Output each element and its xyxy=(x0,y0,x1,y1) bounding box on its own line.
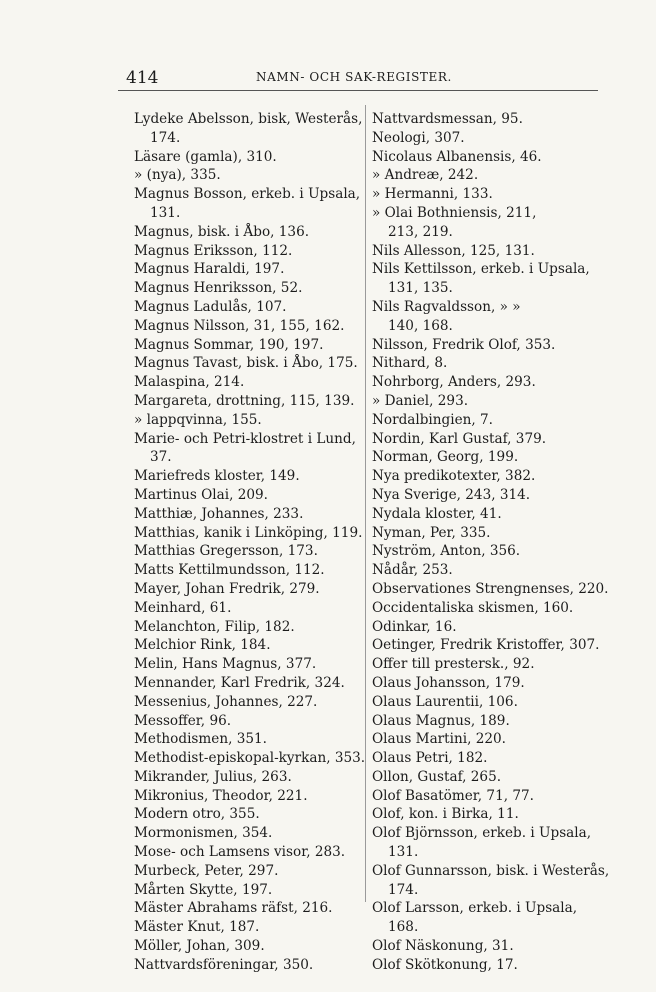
index-entry: Olof Larsson, erkeb. i Upsala, xyxy=(372,900,578,917)
index-entry: 131. xyxy=(150,204,181,221)
column-divider xyxy=(365,105,366,902)
index-entry: Nils Ragvaldsson, » » xyxy=(372,298,521,315)
index-entry: 168. xyxy=(388,919,419,936)
index-entry: Olof Basatömer, 71, 77. xyxy=(372,787,534,804)
index-entry: 174. xyxy=(150,129,181,146)
index-entry: Nils Allesson, 125, 131. xyxy=(372,242,535,259)
index-entry: Marie- och Petri-klostret i Lund, xyxy=(134,430,356,447)
index-entry: Meinhard, 61. xyxy=(134,599,232,616)
index-entry: Murbeck, Peter, 297. xyxy=(134,862,279,879)
index-entry: Mikrander, Julius, 263. xyxy=(134,768,292,785)
index-entry: Olaus Martini, 220. xyxy=(372,731,506,748)
index-entry: Melchior Rink, 184. xyxy=(134,637,271,654)
index-entry: Odinkar, 16. xyxy=(372,618,457,635)
index-entry: Nattvardsföreningar, 350. xyxy=(134,956,314,973)
index-entry: Nydala kloster, 41. xyxy=(372,505,502,522)
running-title: NAMN- OCH SAK-REGISTER. xyxy=(256,70,452,84)
index-entry: Läsare (gamla), 310. xyxy=(134,148,277,165)
index-entry: Magnus Bosson, erkeb. i Upsala, xyxy=(134,186,361,203)
index-entry: 140, 168. xyxy=(388,317,453,334)
index-entry: Nya predikotexter, 382. xyxy=(372,468,536,485)
index-entry: Nicolaus Albanensis, 46. xyxy=(372,148,542,165)
index-entry: Olaus Johansson, 179. xyxy=(372,674,525,691)
index-entry: Magnus Ladulås, 107. xyxy=(134,298,287,315)
index-entry: Olof, kon. i Birka, 11. xyxy=(372,806,519,823)
index-entry: Mariefreds kloster, 149. xyxy=(134,468,300,485)
index-entry: Malaspina, 214. xyxy=(134,374,245,391)
index-entry: Magnus Henriksson, 52. xyxy=(134,280,303,297)
index-entry: Olaus Petri, 182. xyxy=(372,750,488,767)
index-entry: Nordalbingien, 7. xyxy=(372,411,493,428)
index-entry: Nils Kettilsson, erkeb. i Upsala, xyxy=(372,261,590,278)
index-entry: Olaus Laurentii, 106. xyxy=(372,693,518,710)
index-entry: Olof Gunnarsson, bisk. i Westerås, xyxy=(372,862,610,879)
header-rule xyxy=(118,90,598,91)
index-entry: Matthiæ, Johannes, 233. xyxy=(134,505,304,522)
index-entry: Observationes Strengnenses, 220. xyxy=(372,580,609,597)
index-entry: Mose- och Lamsens visor, 283. xyxy=(134,844,346,861)
index-entry: Margareta, drottning, 115, 139. xyxy=(134,392,355,409)
index-entry: Magnus Sommar, 190, 197. xyxy=(134,336,324,353)
index-entry: Mormonismen, 354. xyxy=(134,825,273,842)
index-column-left xyxy=(134,110,366,975)
index-entry: Offer till prestersk., 92. xyxy=(372,656,535,673)
index-entry: 213, 219. xyxy=(388,223,453,240)
index-entry: Magnus Haraldi, 197. xyxy=(134,261,285,278)
index-entry: Möller, Johan, 309. xyxy=(134,938,265,955)
index-entry: » Hermanni, 133. xyxy=(372,186,493,203)
index-entry: Nattvardsmessan, 95. xyxy=(372,111,523,127)
index-entry: Oetinger, Fredrik Kristoffer, 307. xyxy=(372,637,600,654)
index-entry: Melanchton, Filip, 182. xyxy=(134,618,295,635)
index-entry: Matthias, kanik i Linköping, 119. xyxy=(134,524,363,541)
index-entry: » Olai Bothniensis, 211, xyxy=(372,204,537,221)
index-entry: Occidentaliska skismen, 160. xyxy=(372,599,574,616)
index-entry: Ollon, Gustaf, 265. xyxy=(372,768,502,785)
index-entry: Melin, Hans Magnus, 377. xyxy=(134,656,317,673)
index-entry: Mäster Abrahams räfst, 216. xyxy=(134,900,333,917)
page-header xyxy=(118,62,602,90)
index-entry: Mayer, Johan Fredrik, 279. xyxy=(134,580,320,597)
index-entry: Lydeke Abelsson, bisk, Westerås, xyxy=(134,111,363,127)
index-entry: » lappqvinna, 155. xyxy=(134,411,262,428)
index-entry: Nyman, Per, 335. xyxy=(372,524,491,541)
index-entry: Methodist-episkopal-kyrkan, 353. xyxy=(134,750,366,767)
index-entry: Norman, Georg, 199. xyxy=(372,449,519,466)
index-entry: Olaus Magnus, 189. xyxy=(372,712,510,729)
index-entry: Neologi, 307. xyxy=(372,129,465,146)
index-entry: » Daniel, 293. xyxy=(372,392,469,409)
index-entry: Mennander, Karl Fredrik, 324. xyxy=(134,674,345,691)
index-entry: Nilsson, Fredrik Olof, 353. xyxy=(372,336,556,353)
index-entry: Mäster Knut, 187. xyxy=(134,919,260,936)
index-entry: Messoffer, 96. xyxy=(134,712,232,729)
index-column-right xyxy=(372,110,610,975)
index-entry: Mikronius, Theodor, 221. xyxy=(134,787,308,804)
index-entry: Nithard, 8. xyxy=(372,355,448,372)
index-entry: Martinus Olai, 209. xyxy=(134,486,268,503)
index-entry: Olof Björnsson, erkeb. i Upsala, xyxy=(372,825,592,842)
index-entry: Magnus Tavast, bisk. i Åbo, 175. xyxy=(134,355,358,372)
index-entry: Olof Näskonung, 31. xyxy=(372,938,514,955)
index-entry: Nohrborg, Anders, 293. xyxy=(372,374,536,391)
index-entry: Magnus, bisk. i Åbo, 136. xyxy=(134,223,310,240)
index-entry: 131. xyxy=(388,844,419,861)
index-entry: 37. xyxy=(150,449,172,466)
index-entry: Matts Kettilmundsson, 112. xyxy=(134,562,325,579)
index-entry: Nyström, Anton, 356. xyxy=(372,543,521,560)
index-entry: Nordin, Karl Gustaf, 379. xyxy=(372,430,547,447)
index-entry: Messenius, Johannes, 227. xyxy=(134,693,318,710)
page-number: 414 xyxy=(126,68,159,88)
index-entry: Nya Sverige, 243, 314. xyxy=(372,486,531,503)
index-entry: Methodismen, 351. xyxy=(134,731,267,748)
index-entry: » (nya), 335. xyxy=(134,167,221,184)
index-entry: Olof Skötkonung, 17. xyxy=(372,956,518,973)
index-entry: 174. xyxy=(388,881,419,898)
index-entry: 131, 135. xyxy=(388,280,453,297)
index-entry: Mårten Skytte, 197. xyxy=(134,881,273,898)
index-entry: Magnus Nilsson, 31, 155, 162. xyxy=(134,317,345,334)
index-entry: Matthias Gregersson, 173. xyxy=(134,543,318,560)
index-entry: » Andreæ, 242. xyxy=(372,167,479,184)
index-entry: Nådår, 253. xyxy=(372,562,453,579)
index-entry: Modern otro, 355. xyxy=(134,806,260,823)
index-entry: Magnus Eriksson, 112. xyxy=(134,242,293,259)
